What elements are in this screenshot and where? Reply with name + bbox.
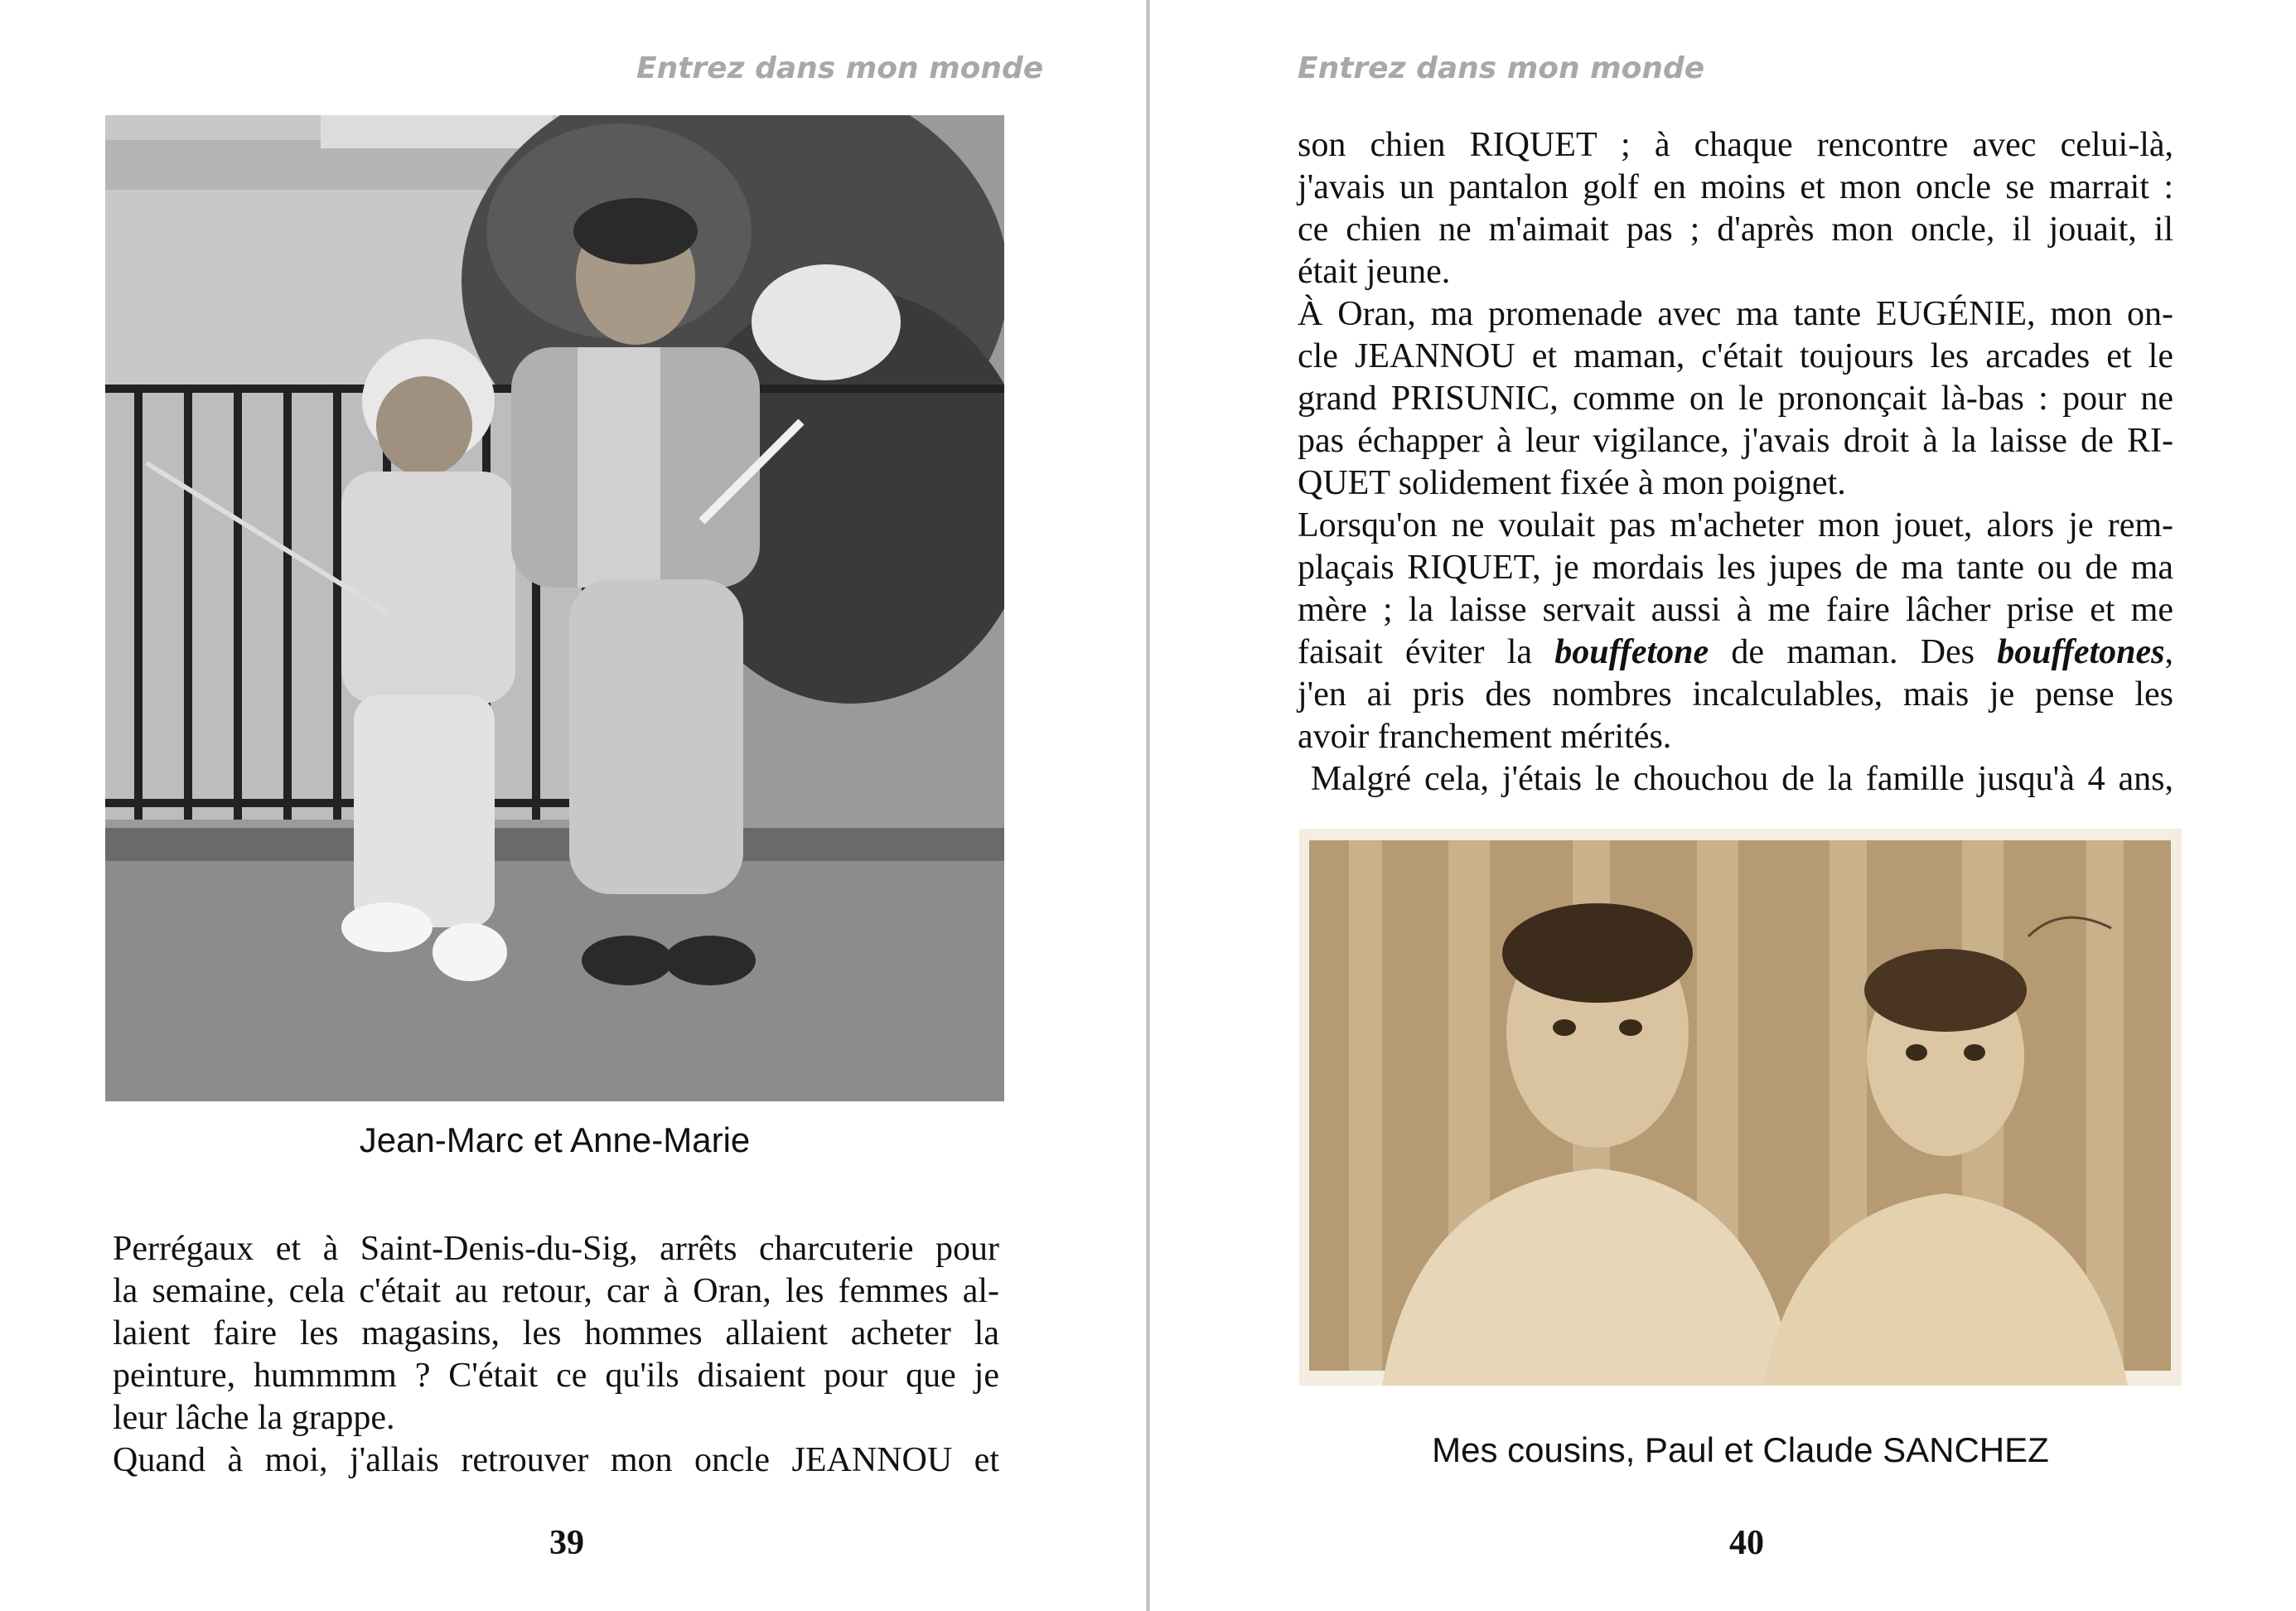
text-line: laient faire les magasins, les hommes allaient acheter la — [113, 1314, 999, 1352]
page-left — [0, 0, 1146, 1611]
text-line: avoir franchement mérités. — [1298, 718, 1672, 756]
page-right — [1150, 0, 2296, 1611]
text-line: peinture, hummmm ? C'était ce qu'ils disaient pour que je — [113, 1357, 999, 1395]
text-line: j'avais un pantalon golf en moins et mon oncle se marrait : — [1298, 168, 2173, 206]
text-segment: , — [2164, 633, 2173, 671]
body-text-right — [1298, 124, 2173, 801]
text-line: grand PRISUNIC, comme on le prononçait là-bas : pour ne — [1298, 380, 2173, 418]
running-header-left: Entrez dans mon monde — [636, 51, 1044, 85]
text-line: QUET solidement fixée à mon poignet. — [1298, 464, 1846, 502]
text-segment: de maman. Des — [1709, 633, 1998, 671]
text-line: pas échapper à leur vigilance, j'avais droit à la laisse de RI- — [1298, 422, 2173, 460]
page-number-left: 39 — [549, 1524, 584, 1562]
photo-caption-left: Jean-Marc et Anne-Marie — [359, 1120, 751, 1159]
text-line: À Oran, ma promenade avec ma tante EUGÉNIE, mon on- — [1298, 295, 2173, 333]
text-line: Malgré cela, j'étais le chouchou de la famille jusqu'à 4 ans, — [1298, 760, 2173, 798]
emphasized-word: bouffetones — [1997, 633, 2165, 671]
page-number-right: 40 — [1729, 1524, 1764, 1562]
text-line: ce chien ne m'aimait pas ; d'après mon oncle, il jouait, il — [1298, 210, 2173, 249]
text-line: Perrégaux et à Saint-Denis-du-Sig, arrêts charcuterie pour — [113, 1230, 999, 1268]
running-header-right: Entrez dans mon monde — [1298, 51, 1705, 85]
photo-children-bw — [105, 115, 1004, 1101]
text-line: mère ; la laisse servait aussi à me faire lâcher prise et me — [1298, 591, 2173, 629]
photo-cousins-sepia — [1299, 829, 2182, 1386]
photo-caption-right: Mes cousins, Paul et Claude SANCHEZ — [1432, 1430, 2049, 1469]
text-line: leur lâche la grappe. — [113, 1399, 395, 1437]
body-text-left — [113, 1228, 999, 1482]
text-line: j'en ai pris des nombres incalculables, mais je pense les — [1298, 675, 2173, 714]
text-line-with-emphasis — [1298, 631, 2173, 674]
text-line: Quand à moi, j'allais retrouver mon oncle JEANNOU et — [113, 1441, 999, 1479]
text-line: plaçais RIQUET, je mordais les jupes de ma tante ou de ma — [1298, 549, 2173, 587]
text-line: Lorsqu'on ne voulait pas m'acheter mon jouet, alors je rem- — [1298, 506, 2173, 544]
text-line: était jeune. — [1298, 253, 1451, 291]
text-line: cle JEANNOU et maman, c'était toujours les arcades et le — [1298, 337, 2173, 375]
emphasized-word: bouffetone — [1554, 633, 1709, 671]
text-line: la semaine, cela c'était au retour, car à Oran, les femmes al- — [113, 1272, 999, 1310]
text-segment: faisait éviter la — [1298, 633, 1555, 671]
text-line: son chien RIQUET ; à chaque rencontre avec celui-là, — [1298, 126, 2173, 164]
